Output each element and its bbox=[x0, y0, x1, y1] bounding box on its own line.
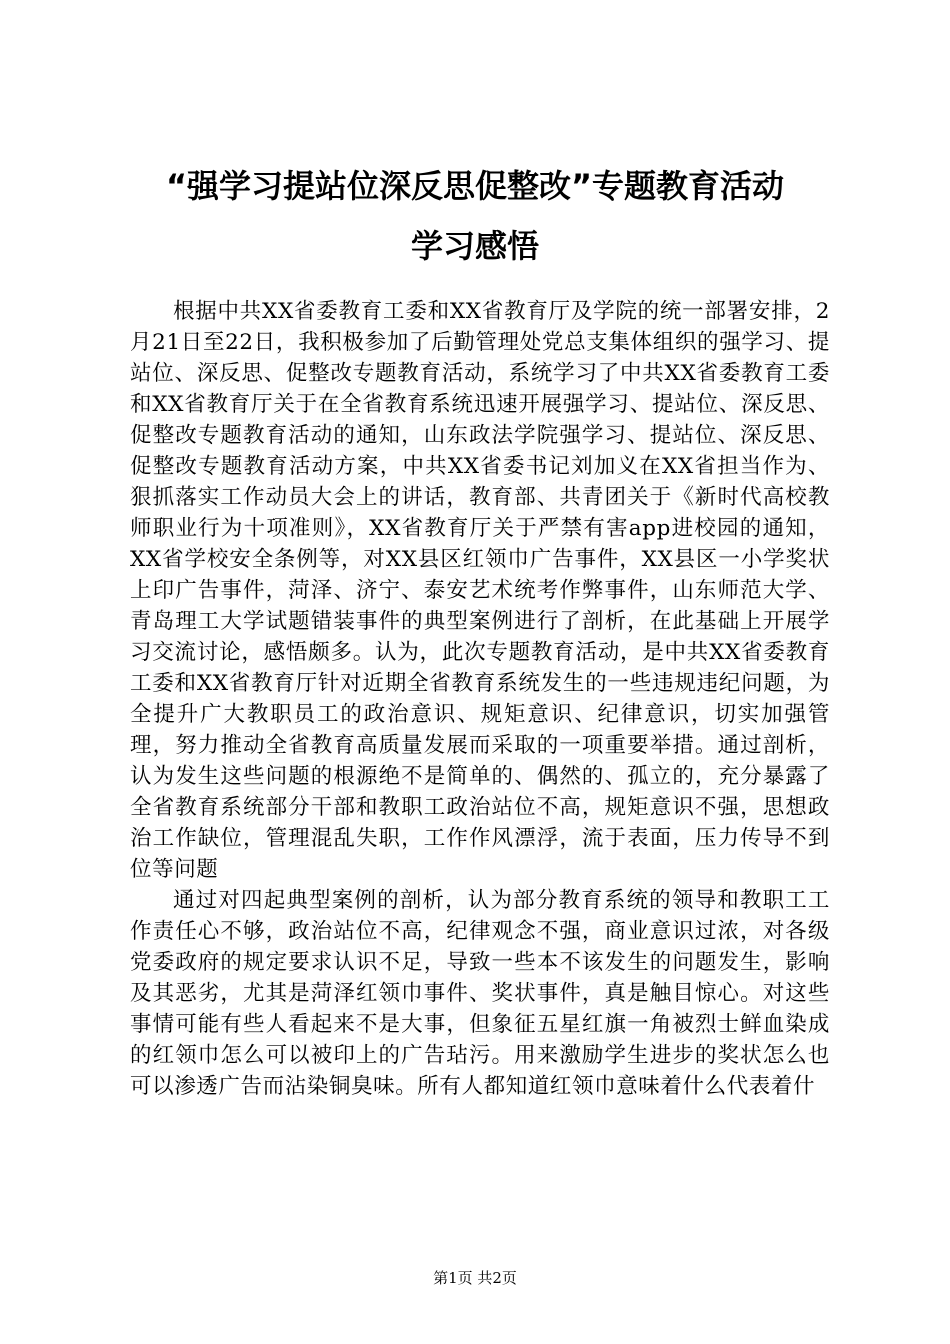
document-body bbox=[130, 296, 830, 1102]
document-title-line2: 学习感悟 bbox=[410, 227, 539, 265]
body-paragraph: 通过对四起典型案例的剖析，认为部分教育系统的领导和教职工工作责任心不够，政治站位不高，纪律观念不强，商业意识过浓，对各级党委政府的规定要求认识不足，导致一些本不该发生的问题发生，影响及其恶劣，尤其是菏泽红领巾事件、奖状事件，真是触目惊心。对这些事情可能有些人看起来不是大事，但象征五星红旗一角被烈士鲜血染成的红领巾怎么可以被印上的广告玷污。用来激励学生进步的奖状怎么也可以渗透广告而沾染铜臭味。所有人都知道红领巾意味着什么代表着什 bbox=[130, 888, 830, 1099]
document-title-line1: “强学习提站位深反思促整改”专题教育活动 bbox=[165, 167, 785, 205]
page-footer: 第1页 共2页 bbox=[433, 1269, 517, 1287]
body-paragraph: 根据中共XX省委教育工委和XX省教育厅及学院的统一部署安排，2月21日至22日，我积极参加了后勤管理处党总支集体组织的强学习、提站位、深反思、促整改专题教育活动，系统学习了中共XX省委教育工委和XX省教育厅关于在全省教育系统迅速开展强学习、提站位、深反思、促整改专题教育活动的通知，山东政法学院强学习、提站位、深反思、促整改专题教育活动方案，中共XX省委书记刘加义在XX省担当作为、狠抓落实工作动员大会上的讲话，教育部、共青团关于《新时代高校教师职业行为十项准则》，XX省教育厅关于严禁有害app进校园的通知，XX省学校安全条例等，对XX县区红领巾广告事件，XX县区一小学奖状上印广告事件，菏泽、济宁、泰安艺术统考作弊事件，山东师范大学、青岛理工大学试题错装事件的典型案例进行了剖析，在此基础上开展学习交流讨论，感悟颇多。认为，此次专题教育活动，是中共XX省委教育工委和XX省教育厅针对近期全省教育系统发生的一些违规违纪问题，为全提升广大教职员工的政治意识、规矩意识、纪律意识，切实加强管理，努力推动全省教育高质量发展而采取的一项重要举措。通过剖析，认为发生这些问题的根源绝不是简单的、偶然的、孤立的，充分暴露了全省教育系统部分干部和教职工政治站位不高，规矩意识不强，思想政治工作缺位，管理混乱失职，工作作风漂浮，流于表面，压力传导不到位等问题 bbox=[130, 299, 830, 882]
